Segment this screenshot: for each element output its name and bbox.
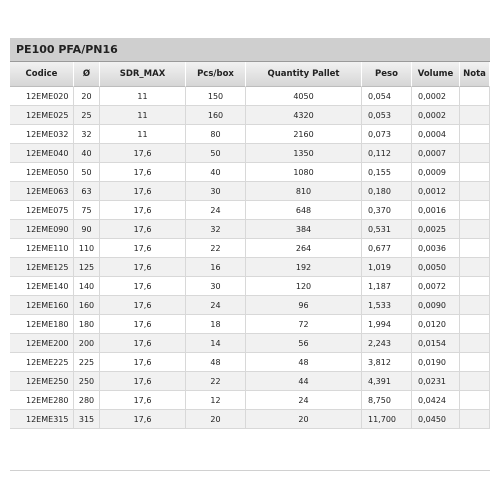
cell-codice: 12EME020 xyxy=(10,87,74,106)
cell-peso: 1,533 xyxy=(362,296,412,315)
cell-peso: 0,531 xyxy=(362,220,412,239)
cell-nota xyxy=(460,334,490,353)
cell-volume: 0,0016 xyxy=(412,201,460,220)
cell-peso: 1,019 xyxy=(362,258,412,277)
table-row[interactable] xyxy=(10,201,490,220)
cell-sdr-max: 17,6 xyxy=(100,163,186,182)
cell-nota xyxy=(460,87,490,106)
cell-codice: 12EME063 xyxy=(10,182,74,201)
cell-peso: 0,370 xyxy=(362,201,412,220)
table-row[interactable] xyxy=(10,410,490,429)
cell-sdr-max: 17,6 xyxy=(100,239,186,258)
cell-nota xyxy=(460,315,490,334)
cell-diameter: 250 xyxy=(74,372,100,391)
cell-sdr-max: 17,6 xyxy=(100,182,186,201)
cell-codice: 12EME110 xyxy=(10,239,74,258)
table-row[interactable] xyxy=(10,372,490,391)
cell-nota xyxy=(460,163,490,182)
table-row[interactable] xyxy=(10,144,490,163)
cell-peso: 0,112 xyxy=(362,144,412,163)
cell-volume: 0,0012 xyxy=(412,182,460,201)
column-header-nota[interactable]: Nota xyxy=(460,62,490,87)
table-row[interactable] xyxy=(10,334,490,353)
cell-sdr-max: 17,6 xyxy=(100,372,186,391)
cell-peso: 1,994 xyxy=(362,315,412,334)
cell-diameter: 160 xyxy=(74,296,100,315)
table-row[interactable] xyxy=(10,391,490,410)
cell-pcs-box: 20 xyxy=(186,410,246,429)
cell-peso: 0,155 xyxy=(362,163,412,182)
cell-codice: 12EME090 xyxy=(10,220,74,239)
cell-volume: 0,0190 xyxy=(412,353,460,372)
table-row[interactable] xyxy=(10,277,490,296)
cell-codice: 12EME140 xyxy=(10,277,74,296)
cell-diameter: 75 xyxy=(74,201,100,220)
column-header-diameter[interactable]: Ø xyxy=(74,62,100,87)
cell-peso: 3,812 xyxy=(362,353,412,372)
cell-pcs-box: 40 xyxy=(186,163,246,182)
cell-quantity-pallet: 192 xyxy=(246,258,362,277)
cell-quantity-pallet: 20 xyxy=(246,410,362,429)
table-row[interactable] xyxy=(10,353,490,372)
cell-diameter: 280 xyxy=(74,391,100,410)
table-row[interactable] xyxy=(10,125,490,144)
cell-peso: 1,187 xyxy=(362,277,412,296)
cell-codice: 12EME032 xyxy=(10,125,74,144)
cell-nota xyxy=(460,296,490,315)
cell-volume: 0,0025 xyxy=(412,220,460,239)
cell-nota xyxy=(460,220,490,239)
cell-nota xyxy=(460,125,490,144)
cell-volume: 0,0050 xyxy=(412,258,460,277)
cell-codice: 12EME225 xyxy=(10,353,74,372)
cell-diameter: 20 xyxy=(74,87,100,106)
table-row[interactable] xyxy=(10,182,490,201)
cell-quantity-pallet: 44 xyxy=(246,372,362,391)
cell-quantity-pallet: 1350 xyxy=(246,144,362,163)
cell-volume: 0,0090 xyxy=(412,296,460,315)
cell-quantity-pallet: 1080 xyxy=(246,163,362,182)
cell-codice: 12EME050 xyxy=(10,163,74,182)
table-row[interactable] xyxy=(10,163,490,182)
table-row[interactable] xyxy=(10,258,490,277)
cell-codice: 12EME200 xyxy=(10,334,74,353)
cell-codice: 12EME160 xyxy=(10,296,74,315)
cell-sdr-max: 11 xyxy=(100,125,186,144)
table-row[interactable] xyxy=(10,296,490,315)
cell-pcs-box: 160 xyxy=(186,106,246,125)
cell-diameter: 32 xyxy=(74,125,100,144)
cell-diameter: 225 xyxy=(74,353,100,372)
cell-peso: 0,180 xyxy=(362,182,412,201)
cell-volume: 0,0450 xyxy=(412,410,460,429)
cell-codice: 12EME280 xyxy=(10,391,74,410)
cell-pcs-box: 30 xyxy=(186,277,246,296)
cell-diameter: 125 xyxy=(74,258,100,277)
cell-pcs-box: 22 xyxy=(186,239,246,258)
cell-peso: 8,750 xyxy=(362,391,412,410)
cell-volume: 0,0231 xyxy=(412,372,460,391)
table-row[interactable] xyxy=(10,315,490,334)
cell-nota xyxy=(460,277,490,296)
cell-peso: 0,053 xyxy=(362,106,412,125)
cell-quantity-pallet: 24 xyxy=(246,391,362,410)
cell-diameter: 90 xyxy=(74,220,100,239)
cell-quantity-pallet: 4050 xyxy=(246,87,362,106)
cell-volume: 0,0120 xyxy=(412,315,460,334)
cell-pcs-box: 24 xyxy=(186,201,246,220)
cell-pcs-box: 50 xyxy=(186,144,246,163)
cell-nota xyxy=(460,353,490,372)
table-row[interactable] xyxy=(10,87,490,106)
cell-nota xyxy=(460,239,490,258)
cell-codice: 12EME040 xyxy=(10,144,74,163)
cell-codice: 12EME075 xyxy=(10,201,74,220)
cell-quantity-pallet: 96 xyxy=(246,296,362,315)
cell-pcs-box: 32 xyxy=(186,220,246,239)
cell-pcs-box: 12 xyxy=(186,391,246,410)
cell-peso: 0,054 xyxy=(362,87,412,106)
cell-pcs-box: 150 xyxy=(186,87,246,106)
column-header-quantity-pallet[interactable]: Quantity Pallet xyxy=(246,62,362,87)
cell-pcs-box: 18 xyxy=(186,315,246,334)
cell-diameter: 25 xyxy=(74,106,100,125)
cell-diameter: 40 xyxy=(74,144,100,163)
cell-codice: 12EME250 xyxy=(10,372,74,391)
cell-quantity-pallet: 648 xyxy=(246,201,362,220)
cell-diameter: 110 xyxy=(74,239,100,258)
cell-volume: 0,0002 xyxy=(412,87,460,106)
cell-volume: 0,0002 xyxy=(412,106,460,125)
cell-pcs-box: 30 xyxy=(186,182,246,201)
cell-codice: 12EME125 xyxy=(10,258,74,277)
table-row[interactable] xyxy=(10,239,490,258)
cell-sdr-max: 17,6 xyxy=(100,353,186,372)
column-header-volume[interactable]: Volume xyxy=(412,62,460,87)
cell-diameter: 315 xyxy=(74,410,100,429)
divider xyxy=(10,470,490,471)
cell-volume: 0,0004 xyxy=(412,125,460,144)
cell-quantity-pallet: 72 xyxy=(246,315,362,334)
cell-nota xyxy=(460,144,490,163)
cell-codice: 12EME025 xyxy=(10,106,74,125)
cell-sdr-max: 11 xyxy=(100,87,186,106)
cell-nota xyxy=(460,410,490,429)
cell-sdr-max: 17,6 xyxy=(100,201,186,220)
product-table xyxy=(10,62,490,429)
cell-pcs-box: 48 xyxy=(186,353,246,372)
cell-sdr-max: 17,6 xyxy=(100,296,186,315)
cell-diameter: 180 xyxy=(74,315,100,334)
table-body xyxy=(10,87,490,429)
table-title: PE100 PFA/PN16 xyxy=(10,38,490,62)
cell-pcs-box: 14 xyxy=(186,334,246,353)
cell-diameter: 200 xyxy=(74,334,100,353)
cell-pcs-box: 16 xyxy=(186,258,246,277)
cell-sdr-max: 17,6 xyxy=(100,258,186,277)
cell-quantity-pallet: 120 xyxy=(246,277,362,296)
table-row[interactable] xyxy=(10,220,490,239)
cell-peso: 2,243 xyxy=(362,334,412,353)
cell-pcs-box: 24 xyxy=(186,296,246,315)
cell-volume: 0,0007 xyxy=(412,144,460,163)
cell-nota xyxy=(460,182,490,201)
cell-sdr-max: 11 xyxy=(100,106,186,125)
cell-volume: 0,0009 xyxy=(412,163,460,182)
column-header-pcs-box[interactable]: Pcs/box xyxy=(186,62,246,87)
cell-nota xyxy=(460,372,490,391)
cell-codice: 12EME315 xyxy=(10,410,74,429)
cell-nota xyxy=(460,258,490,277)
cell-volume: 0,0036 xyxy=(412,239,460,258)
cell-peso: 0,073 xyxy=(362,125,412,144)
cell-sdr-max: 17,6 xyxy=(100,410,186,429)
cell-nota xyxy=(460,201,490,220)
column-header-codice[interactable]: Codice xyxy=(10,62,74,87)
table-row[interactable] xyxy=(10,106,490,125)
cell-quantity-pallet: 810 xyxy=(246,182,362,201)
cell-sdr-max: 17,6 xyxy=(100,277,186,296)
cell-peso: 4,391 xyxy=(362,372,412,391)
cell-sdr-max: 17,6 xyxy=(100,391,186,410)
cell-diameter: 63 xyxy=(74,182,100,201)
cell-nota xyxy=(460,106,490,125)
cell-diameter: 50 xyxy=(74,163,100,182)
cell-sdr-max: 17,6 xyxy=(100,144,186,163)
table-header-row xyxy=(10,62,490,87)
cell-quantity-pallet: 4320 xyxy=(246,106,362,125)
cell-quantity-pallet: 48 xyxy=(246,353,362,372)
cell-peso: 0,677 xyxy=(362,239,412,258)
cell-quantity-pallet: 264 xyxy=(246,239,362,258)
cell-pcs-box: 80 xyxy=(186,125,246,144)
column-header-peso[interactable]: Peso xyxy=(362,62,412,87)
cell-quantity-pallet: 384 xyxy=(246,220,362,239)
cell-sdr-max: 17,6 xyxy=(100,334,186,353)
cell-sdr-max: 17,6 xyxy=(100,220,186,239)
cell-sdr-max: 17,6 xyxy=(100,315,186,334)
column-header-sdr-max[interactable]: SDR_MAX xyxy=(100,62,186,87)
cell-codice: 12EME180 xyxy=(10,315,74,334)
cell-quantity-pallet: 2160 xyxy=(246,125,362,144)
cell-peso: 11,700 xyxy=(362,410,412,429)
cell-nota xyxy=(460,391,490,410)
product-table-panel xyxy=(10,38,490,429)
cell-quantity-pallet: 56 xyxy=(246,334,362,353)
cell-pcs-box: 22 xyxy=(186,372,246,391)
cell-volume: 0,0154 xyxy=(412,334,460,353)
cell-volume: 0,0424 xyxy=(412,391,460,410)
cell-volume: 0,0072 xyxy=(412,277,460,296)
cell-diameter: 140 xyxy=(74,277,100,296)
